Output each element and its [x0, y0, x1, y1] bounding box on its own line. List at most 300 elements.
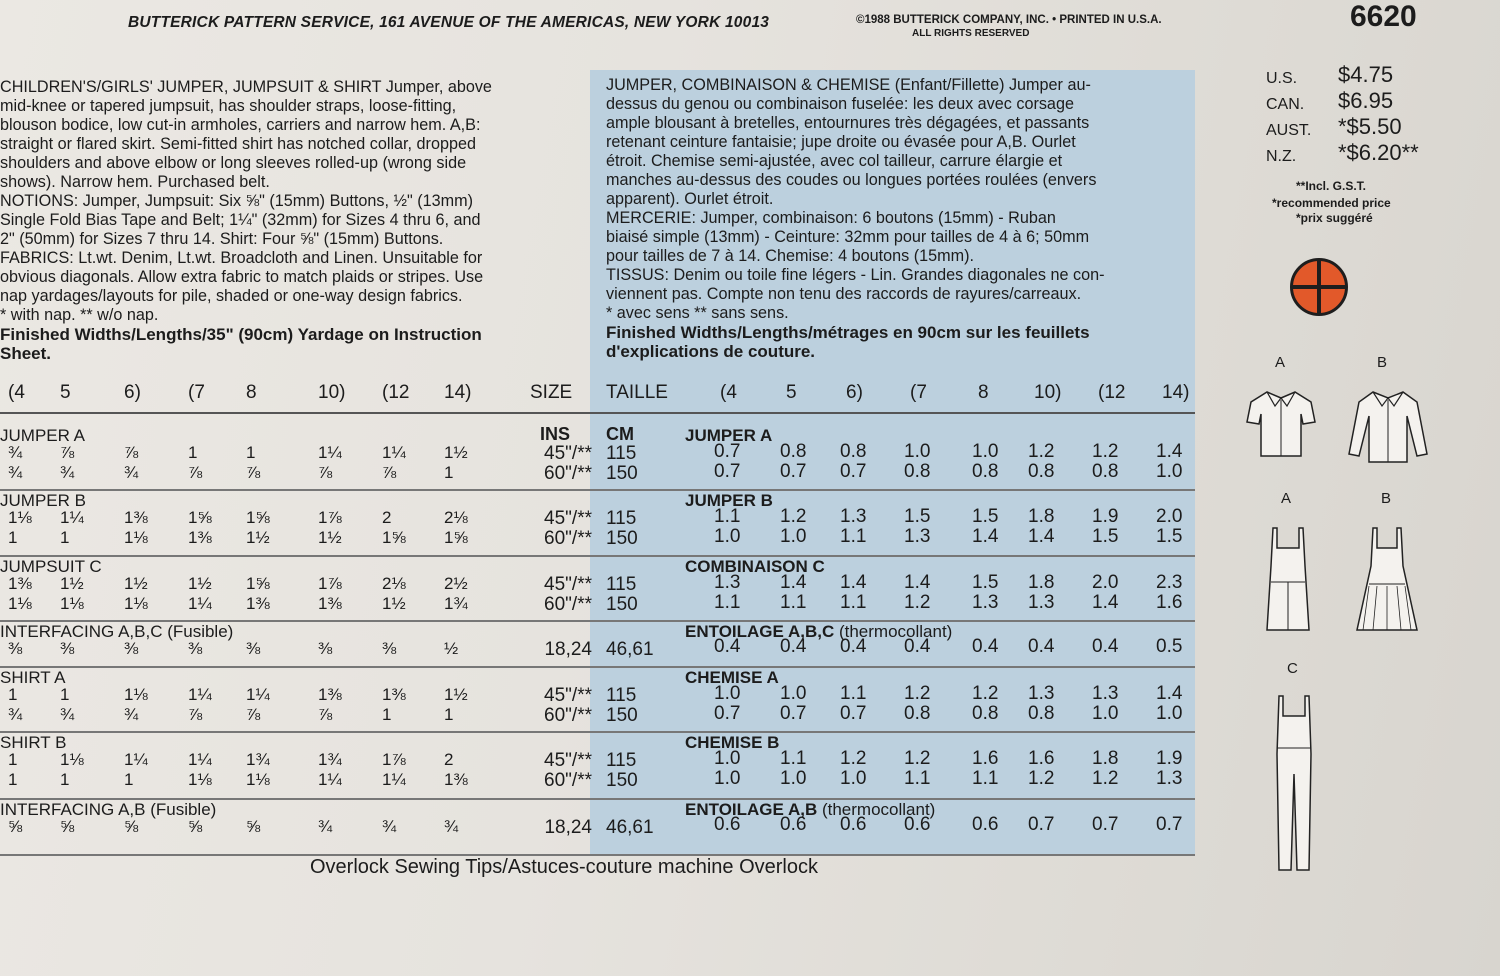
- fabric-width-cm: 115: [606, 443, 637, 464]
- yardage-cell: ¾: [8, 443, 23, 462]
- yardage-cell: 1: [444, 705, 454, 724]
- metrage-cell: 0.4: [840, 636, 867, 657]
- publisher-address: BUTTERICK PATTERN SERVICE, 161 AVENUE OF THE AMERICAS, NEW YORK 10013: [128, 14, 770, 31]
- yardage-cell: ⅝: [188, 817, 203, 836]
- yardage-cell: 1¼: [188, 594, 212, 613]
- yardage-cell: 1⅜: [318, 594, 342, 613]
- price-amount: *$5.50: [1338, 114, 1402, 139]
- metrage-cell: 1.2: [780, 506, 807, 527]
- yardage-cell: 1⅜: [188, 528, 212, 547]
- metrage-cell: 0.6: [904, 814, 931, 835]
- metrage-cell: 0.6: [780, 814, 807, 835]
- price-country: CAN.: [1266, 96, 1305, 113]
- metrage-cell: 2.3: [1156, 572, 1183, 593]
- garment-label-french: CHEMISE B: [685, 733, 780, 752]
- us-size-heading: 10): [318, 382, 346, 403]
- yardage-cell: 2⅛: [382, 574, 406, 593]
- metric-size-heading: (7: [910, 382, 927, 403]
- fabric-width-cm: 150: [606, 770, 638, 791]
- us-size-heading: (12: [382, 382, 410, 403]
- yardage-cell: ⅞: [318, 705, 333, 724]
- yardage-cell: 1⅝: [246, 508, 270, 527]
- yardage-cell: ⅜: [188, 639, 203, 658]
- fabric-width-inches: 45"/**: [544, 443, 592, 464]
- metric-size-heading: (4: [720, 382, 737, 403]
- fabric-width-inches: 45"/**: [544, 574, 592, 595]
- metrage-cell: 1.8: [1028, 506, 1055, 527]
- metrage-cell: 1.0: [714, 526, 741, 547]
- metrage-cell: 0.8: [840, 441, 867, 462]
- yardage-cell: 1⅜: [318, 685, 342, 704]
- jumper-b-illustration: [1355, 526, 1419, 636]
- metrage-cell: 0.4: [780, 636, 807, 657]
- metrage-cell: 1.0: [780, 768, 807, 789]
- french-description-line: pour tailles de 7 à 14. Chemise: 4 boutons (15mm).: [606, 247, 975, 265]
- metrage-cell: 1.2: [904, 683, 931, 704]
- metrage-cell: 1.0: [780, 683, 807, 704]
- metrage-cell: 1.0: [904, 441, 931, 462]
- yardage-cell: 1: [60, 685, 70, 704]
- metrage-cell: 1.1: [714, 592, 741, 613]
- yardage-group: [0, 622, 1195, 668]
- metrage-cell: 1.0: [840, 768, 867, 789]
- gst-note: **Incl. G.S.T.: [1296, 179, 1367, 193]
- yardage-cell: 1: [188, 443, 198, 462]
- english-description-line: Single Fold Bias Tape and Belt; 1¼" (32mm) for Sizes 4 thru 6, and: [0, 211, 481, 229]
- copyright-notice: ©1988 BUTTERICK COMPANY, INC. • PRINTED IN U.S.A.: [856, 14, 1162, 26]
- metrage-cell: 1.2: [1092, 441, 1119, 462]
- yardage-cell: 1⅞: [318, 508, 342, 527]
- view-label-jumper-b: B: [1381, 490, 1392, 507]
- cm-unit-label: CM: [606, 424, 634, 444]
- yardage-cell: 1½: [188, 574, 212, 593]
- yardage-cell: 1: [8, 750, 18, 769]
- french-description-line: biaisé simple (13mm) - Ceinture: 32mm pour tailles de 4 à 6; 50mm: [606, 228, 1090, 246]
- metrage-cell: 1.1: [714, 506, 741, 527]
- yardage-cell: 1¼: [318, 443, 342, 462]
- yardage-cell: ⅝: [246, 817, 261, 836]
- metric-size-heading: 14): [1162, 382, 1190, 403]
- view-label-shirt-b: B: [1377, 354, 1388, 371]
- english-description-line: shoulders and above elbow or long sleeves rolled-up (wrong side: [0, 154, 467, 172]
- fabric-width-inches: 45"/**: [544, 508, 592, 529]
- fabric-width-cm: 150: [606, 463, 638, 484]
- metrage-cell: 1.5: [904, 506, 931, 527]
- yardage-cell: ⅜: [246, 639, 261, 658]
- yardage-cell: ⅞: [188, 705, 203, 724]
- metrage-cell: 1.4: [972, 526, 999, 547]
- metrage-cell: 0.7: [840, 703, 867, 724]
- yardage-cell: 1⅛: [8, 508, 32, 527]
- price-row: [1260, 140, 1490, 166]
- garment-label-french-sub: (thermocollant): [838, 622, 953, 641]
- yardage-cell: 1⅜: [382, 685, 406, 704]
- yardage-cell: 1½: [318, 528, 342, 547]
- yardage-cell: ¾: [124, 463, 139, 482]
- us-size-heading: 6): [124, 382, 141, 403]
- yardage-cell: 1¼: [318, 770, 342, 789]
- french-description: [606, 76, 1188, 361]
- garment-label-french: JUMPER A: [685, 426, 773, 445]
- fabric-width-inches: 60"/**: [544, 705, 592, 726]
- fabric-width-inches: 60"/**: [544, 463, 592, 484]
- price-country: N.Z.: [1266, 148, 1297, 165]
- price-country: AUST.: [1266, 122, 1312, 139]
- metrage-cell: 1.5: [972, 506, 999, 527]
- garment-label-french: ENTOILAGE A,B,C (thermocollant): [685, 622, 953, 641]
- metrage-cell: 0.6: [714, 814, 741, 835]
- yardage-cell: 1¾: [444, 594, 468, 613]
- yardage-cell: ¾: [8, 463, 23, 482]
- french-description-line: MERCERIE: Jumper, combinaison: 6 boutons (15mm) - Ruban: [606, 209, 1056, 227]
- yardage-cell: ⅜: [318, 639, 333, 658]
- metrage-cell: 0.4: [972, 636, 999, 657]
- metrage-cell: 1.2: [1092, 768, 1119, 789]
- fabric-width-cm: 150: [606, 594, 638, 615]
- metrage-cell: 1.0: [1156, 703, 1183, 724]
- metrage-cell: 1.2: [1028, 768, 1055, 789]
- metrage-cell: 0.8: [904, 461, 931, 482]
- yardage-cell: 1: [382, 705, 392, 724]
- yardage-cell: ⅜: [60, 639, 75, 658]
- price-row: [1260, 88, 1490, 114]
- metrage-cell: 0.7: [780, 703, 807, 724]
- price-amount: *$6.20**: [1338, 140, 1419, 165]
- metrage-cell: 1.9: [1156, 748, 1183, 769]
- fabric-width-cm: 46,61: [606, 817, 654, 838]
- garment-label: JUMPER B: [0, 491, 86, 510]
- yardage-cell: ⅞: [60, 443, 75, 462]
- yardage-cell: 1⅜: [246, 594, 270, 613]
- yardage-cell: 1⅛: [124, 685, 148, 704]
- metrage-cell: 0.7: [1092, 814, 1119, 835]
- english-description-line: NOTIONS: Jumper, Jumpsuit: Six ⅝" (15mm) Buttons, ½" (13mm): [0, 192, 473, 210]
- metrage-cell: 1.1: [904, 768, 931, 789]
- jumpsuit-c-illustration: [1271, 694, 1317, 874]
- yardage-cell: ¾: [124, 705, 139, 724]
- metrage-cell: 0.4: [904, 636, 931, 657]
- metrage-cell: 0.4: [1092, 636, 1119, 657]
- yardage-cell: 1⅝: [382, 528, 406, 547]
- yardage-cell: ⅞: [124, 443, 139, 462]
- yardage-cell: 1¼: [188, 685, 212, 704]
- metrage-cell: 1.6: [1156, 592, 1183, 613]
- english-description-line: 2" (50mm) for Sizes 7 thru 14. Shirt: Four ⅝" (15mm) Buttons.: [0, 230, 444, 248]
- yardage-cell: 1⅝: [246, 574, 270, 593]
- metrage-cell: 0.8: [972, 461, 999, 482]
- fabric-width-cm: 115: [606, 508, 637, 529]
- shirt-b-illustration: [1347, 388, 1429, 466]
- metrage-cell: 0.5: [1156, 636, 1183, 657]
- yardage-cell: ¾: [318, 817, 333, 836]
- yardage-cell: 2⅛: [444, 508, 468, 527]
- yardage-cell: 1⅜: [8, 574, 32, 593]
- garment-label-french-sub: (thermocollant): [821, 800, 936, 819]
- yardage-cell: 1⅜: [444, 770, 468, 789]
- garment-label-french: JUMPER B: [685, 491, 773, 510]
- metrage-cell: 0.8: [780, 441, 807, 462]
- yardage-cell: ¾: [444, 817, 459, 836]
- yardage-group: [0, 557, 1195, 622]
- garment-label: JUMPSUIT C: [0, 557, 102, 576]
- metrage-cell: 1.3: [904, 526, 931, 547]
- french-description-line: TISSUS: Denim ou toile fine légers - Lin. Grandes diagonales ne con-: [606, 266, 1105, 284]
- french-description-line: viennent pas. Compte non tenu des raccords de rayures/carreaux.: [606, 285, 1082, 303]
- metrage-cell: 1.4: [904, 572, 931, 593]
- fabric-width-inches: 60"/**: [544, 770, 592, 791]
- yardage-cell: 1¼: [382, 443, 406, 462]
- metrage-cell: 1.1: [840, 592, 867, 613]
- fabric-width-inches: 18,24: [544, 817, 592, 838]
- yardage-cell: 1¼: [188, 750, 212, 769]
- yardage-cell: ⅞: [188, 463, 203, 482]
- english-yardage-note: Sheet.: [0, 344, 52, 363]
- metrage-cell: 0.8: [1028, 461, 1055, 482]
- yardage-cell: ⅞: [246, 463, 261, 482]
- rights-notice: ALL RIGHTS RESERVED: [912, 28, 1030, 39]
- metrage-cell: 1.3: [1028, 683, 1055, 704]
- price-country: U.S.: [1266, 70, 1298, 87]
- yardage-cell: 1½: [444, 443, 468, 462]
- yardage-cell: 1⅝: [188, 508, 212, 527]
- us-size-heading: 8: [246, 382, 257, 403]
- english-description-line: straight or flared skirt. Semi-fitted shirt has notched collar, dropped: [0, 135, 476, 153]
- metrage-cell: 1.2: [904, 592, 931, 613]
- metric-size-heading: 6): [846, 382, 863, 403]
- garment-views: [1235, 350, 1475, 950]
- yardage-cell: ½: [444, 639, 459, 658]
- yardage-group: [0, 491, 1195, 557]
- metrage-cell: 1.2: [972, 683, 999, 704]
- yardage-cell: 1: [124, 770, 134, 789]
- metrage-cell: 1.9: [1092, 506, 1119, 527]
- yardage-cell: ⅝: [8, 817, 23, 836]
- suggested-price-note: *prix suggéré: [1296, 211, 1373, 225]
- french-description-line: étroit. Chemise semi-ajustée, avec col tailleur, carrure élargie et: [606, 152, 1063, 170]
- metrage-cell: 1.4: [1092, 592, 1119, 613]
- french-description-line: JUMPER, COMBINAISON & CHEMISE (Enfant/Fillette) Jumper au-: [606, 76, 1091, 94]
- yardage-cell: ⅜: [382, 639, 397, 658]
- yardage-cell: ⅜: [124, 639, 139, 658]
- yardage-cell: 1⅞: [382, 750, 406, 769]
- metrage-cell: 1.3: [1028, 592, 1055, 613]
- metrage-cell: 1.3: [714, 572, 741, 593]
- yardage-cell: 1¼: [246, 685, 270, 704]
- yardage-cell: 2: [444, 750, 454, 769]
- french-description-line: manches au-dessus des coudes ou longues portées roulées (envers: [606, 171, 1097, 189]
- metrage-cell: 0.7: [714, 461, 741, 482]
- garment-label-french: COMBINAISON C: [685, 557, 825, 576]
- metrage-cell: 1.5: [972, 572, 999, 593]
- metrage-cell: 1.2: [904, 748, 931, 769]
- yardage-cell: 2½: [444, 574, 468, 593]
- yardage-cell: 1: [8, 528, 18, 547]
- fabric-width-inches: 60"/**: [544, 528, 592, 549]
- view-label-jumpsuit-c: C: [1287, 660, 1298, 677]
- metrage-cell: 1.0: [780, 526, 807, 547]
- garment-label: SHIRT B: [0, 733, 67, 752]
- english-description-line: shows). Narrow hem. Purchased belt.: [0, 173, 270, 191]
- english-yardage-note: Finished Widths/Lengths/35" (90cm) Yardage on Instruction: [0, 325, 482, 344]
- yardage-group: [0, 426, 1195, 491]
- yardage-cell: ¾: [8, 705, 23, 724]
- yardage-cell: ⅞: [382, 463, 397, 482]
- yardage-cell: ¾: [60, 705, 75, 724]
- view-label-jumper-a: A: [1281, 490, 1292, 507]
- metrage-cell: 1.5: [1156, 526, 1183, 547]
- metrage-cell: 1.4: [1156, 683, 1183, 704]
- metrage-cell: 0.8: [1092, 461, 1119, 482]
- inches-unit-label: INS: [540, 424, 571, 444]
- metrage-cell: 0.8: [904, 703, 931, 724]
- yardage-group: [0, 668, 1195, 733]
- yardage-cell: 1½: [246, 528, 270, 547]
- yardage-cell: 1⅛: [8, 594, 32, 613]
- fabric-width-inches: 18,24: [544, 639, 592, 660]
- english-description-line: mid-knee or tapered jumpsuit, has shoulder straps, loose-fitting,: [0, 97, 457, 115]
- metrage-cell: 2.0: [1156, 506, 1183, 527]
- metrage-cell: 1.3: [972, 592, 999, 613]
- metrage-cell: 1.0: [972, 441, 999, 462]
- yardage-cell: 1: [60, 770, 70, 789]
- metrage-cell: 1.2: [840, 748, 867, 769]
- metric-size-heading: 8: [978, 382, 989, 403]
- yardage-cell: 1¼: [124, 750, 148, 769]
- yardage-cell: 1¼: [60, 508, 84, 527]
- metrage-cell: 1.0: [714, 768, 741, 789]
- fabric-width-inches: 45"/**: [544, 685, 592, 706]
- yardage-group: [0, 733, 1195, 800]
- metrage-cell: 0.4: [714, 636, 741, 657]
- metric-size-heading: 10): [1034, 382, 1062, 403]
- yardage-cell: 1½: [60, 574, 84, 593]
- metrage-cell: 1.8: [1028, 572, 1055, 593]
- fabric-width-cm: 150: [606, 528, 638, 549]
- french-description-line: ample blousant à bretelles, entournures très dégagées, et passants: [606, 114, 1090, 132]
- yardage-cell: 1¼: [382, 770, 406, 789]
- english-description-line: obvious diagonals. Allow extra fabric to match plaids or stripes. Use: [0, 268, 484, 286]
- yardage-cell: ⅝: [60, 817, 75, 836]
- metrage-cell: 1.8: [1092, 748, 1119, 769]
- yardage-cell: 1: [246, 443, 256, 462]
- yardage-cell: 1⅞: [318, 574, 342, 593]
- metrage-cell: 0.7: [714, 703, 741, 724]
- metrage-cell: 1.1: [972, 768, 999, 789]
- yardage-cell: 2: [382, 508, 392, 527]
- butterick-logo-badge: [1290, 258, 1348, 316]
- yardage-cell: 1½: [124, 574, 148, 593]
- metrage-cell: 0.6: [972, 814, 999, 835]
- price-row: [1260, 62, 1490, 88]
- pattern-number: 6620: [1350, 0, 1417, 33]
- yardage-group: [0, 800, 1195, 856]
- fabric-width-cm: 115: [606, 574, 637, 595]
- yardage-cell: 1¾: [246, 750, 270, 769]
- french-description-line: dessus du genou ou combinaison fuselée: les deux avec corsage: [606, 95, 1074, 113]
- overlock-tips: Overlock Sewing Tips/Astuces-couture machine Overlock: [310, 856, 818, 878]
- us-size-heading: (7: [188, 382, 205, 403]
- yardage-cell: 1⅝: [444, 528, 468, 547]
- metrage-cell: 1.1: [840, 526, 867, 547]
- metrage-cell: 0.7: [714, 441, 741, 462]
- fabric-width-inches: 45"/**: [544, 750, 592, 771]
- yardage-cell: ¾: [382, 817, 397, 836]
- metrage-cell: 0.7: [1028, 814, 1055, 835]
- metrage-cell: 1.3: [840, 506, 867, 527]
- yardage-cell: ⅞: [318, 463, 333, 482]
- metric-size-heading: 5: [786, 382, 797, 403]
- metrage-cell: 1.0: [714, 748, 741, 769]
- fabric-width-cm: 46,61: [606, 639, 654, 660]
- us-size-heading: 5: [60, 382, 71, 403]
- view-label-shirt-a: A: [1275, 354, 1286, 371]
- english-description-line: nap yardages/layouts for pile, shaded or one-way design fabrics.: [0, 287, 463, 305]
- yardage-cell: 1: [8, 770, 18, 789]
- metrage-cell: 1.6: [972, 748, 999, 769]
- fabric-width-cm: 115: [606, 750, 637, 771]
- metrage-cell: 0.8: [1028, 703, 1055, 724]
- metrage-cell: 1.0: [1156, 461, 1183, 482]
- yardage-cell: 1: [8, 685, 18, 704]
- metrage-cell: 1.5: [1092, 526, 1119, 547]
- price-amount: $4.75: [1338, 62, 1394, 87]
- metrage-cell: 0.7: [1156, 814, 1183, 835]
- metrage-cell: 1.4: [1156, 441, 1183, 462]
- metrage-cell: 1.4: [780, 572, 807, 593]
- garment-label: INTERFACING A,B (Fusible): [0, 800, 217, 819]
- french-yardage-note: d'explications de couture.: [606, 342, 816, 361]
- recommended-price-note: *recommended price: [1272, 196, 1391, 210]
- yardage-cell: 1⅛: [124, 594, 148, 613]
- size-label: SIZE: [530, 382, 573, 403]
- english-description-line: CHILDREN'S/GIRLS' JUMPER, JUMPSUIT & SHIRT Jumper, above: [0, 78, 492, 96]
- metrage-cell: 1.4: [840, 572, 867, 593]
- garment-label: JUMPER A: [0, 426, 86, 445]
- french-yardage-note: Finished Widths/Lengths/métrages en 90cm sur les feuillets: [606, 323, 1090, 342]
- metrage-cell: 1.1: [840, 683, 867, 704]
- price-amount: $6.95: [1338, 88, 1394, 113]
- us-size-heading: (4: [8, 382, 25, 403]
- yardage-cell: 1¾: [318, 750, 342, 769]
- yardage-cell: 1⅛: [246, 770, 270, 789]
- yardage-cell: 1⅛: [124, 528, 148, 547]
- table-rule: [0, 412, 1195, 414]
- fabric-width-inches: 60"/**: [544, 594, 592, 615]
- french-description-line: * avec sens ** sans sens.: [606, 304, 789, 322]
- yardage-cell: 1⅛: [60, 750, 84, 769]
- fabric-width-cm: 150: [606, 705, 638, 726]
- yardage-cell: ¾: [60, 463, 75, 482]
- yardage-cell: 1½: [444, 685, 468, 704]
- metrage-cell: 1.1: [780, 592, 807, 613]
- garment-label: SHIRT A: [0, 668, 66, 687]
- size-header-row: [0, 380, 1195, 408]
- price-row: [1260, 114, 1490, 140]
- yardage-cell: ⅝: [124, 817, 139, 836]
- english-description: [0, 78, 578, 363]
- yardage-cell: 1⅜: [124, 508, 148, 527]
- metrage-cell: 0.6: [840, 814, 867, 835]
- yardage-cell: ⅞: [246, 705, 261, 724]
- yardage-cell: 1: [60, 528, 70, 547]
- metrage-cell: 0.7: [840, 461, 867, 482]
- garment-label-french: ENTOILAGE A,B (thermocollant): [685, 800, 936, 819]
- taille-label: TAILLE: [606, 382, 668, 403]
- metrage-cell: 0.4: [1028, 636, 1055, 657]
- metrage-cell: 0.8: [972, 703, 999, 724]
- english-description-line: FABRICS: Lt.wt. Denim, Lt.wt. Broadcloth and Linen. Unsuitable for: [0, 249, 483, 267]
- metrage-cell: 1.4: [1028, 526, 1055, 547]
